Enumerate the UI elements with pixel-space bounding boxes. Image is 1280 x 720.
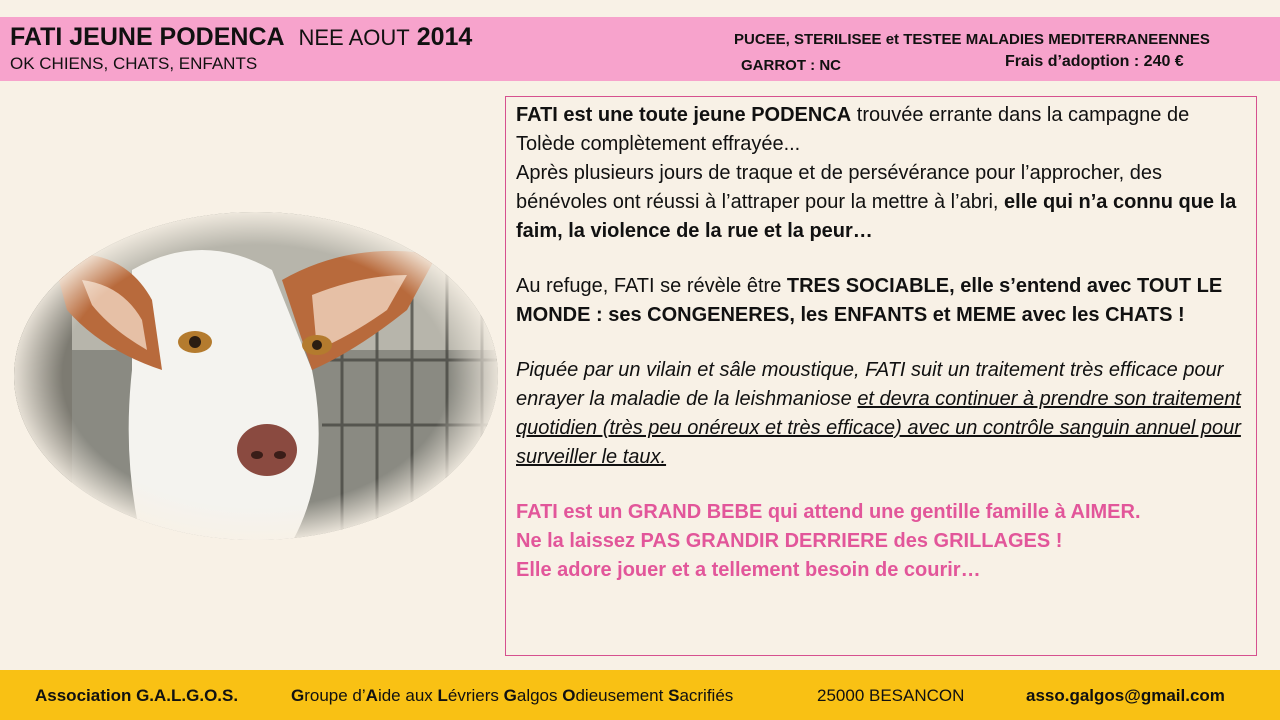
rescue-text: Après plusieurs jours de traque et de persévérance pour l’approcher, des bénévoles ont réussi à l’attraper pour la mettre à l’abri,	[516, 162, 1162, 213]
dog-photo-illustration	[12, 210, 500, 542]
appeal-line-2: Ne la laissez PAS GRANDIR DERRIERE des GRILLAGES !	[516, 530, 1063, 552]
initial-letter: L	[437, 686, 448, 705]
medical-status: PUCEE, STERILISEE et TESTEE MALADIES MEDITERRANEENNES	[734, 31, 1210, 48]
header-banner	[0, 17, 1280, 81]
treatment-paragraph	[516, 356, 1248, 472]
rescue-bold: elle qui n’a connu que la faim, la violence de la rue et la peur…	[516, 191, 1237, 242]
dog-name: FATI JEUNE PODENCA	[10, 23, 285, 51]
rescue-paragraph	[516, 159, 1248, 246]
dog-photo	[12, 210, 500, 542]
sociable-text: Au refuge, FATI se révèle être	[516, 275, 787, 297]
birth-year: 2014	[416, 23, 473, 51]
association-full-name	[291, 686, 733, 706]
initial-letter: G	[503, 686, 517, 705]
dog-title	[10, 23, 472, 52]
name-part: algos	[516, 686, 563, 705]
contact-email[interactable]: asso.galgos@gmail.com	[1026, 686, 1225, 705]
sociable-bold: TRES SOCIABLE, elle s’entend avec TOUT LE MONDE : ses CONGENERES, les ENFANTS et MEME avec les CHATS !	[516, 275, 1223, 326]
initial-letter: G	[291, 686, 305, 705]
intro-paragraph	[516, 101, 1248, 159]
appeal-line-1: FATI est un GRAND BEBE qui attend une gentille famille à AIMER.	[516, 501, 1141, 523]
garrot-height: GARROT : NC	[741, 57, 841, 74]
association-city: 25000 BESANCON	[817, 686, 965, 705]
name-part: dieusement	[575, 686, 669, 705]
initial-letter: S	[668, 686, 680, 705]
name-part: évriers	[447, 686, 504, 705]
initial-letter: A	[365, 686, 378, 705]
initial-letter: O	[562, 686, 576, 705]
intro-bold: FATI est une toute jeune PODENCA	[516, 104, 852, 126]
association-name: Association G.A.L.G.O.S.	[35, 686, 239, 705]
treatment-text: Piquée par un vilain et sâle moustique, FATI suit un traitement très efficace pour enrayer la maladie de la leishmaniose	[516, 359, 1224, 410]
header-left	[10, 23, 472, 74]
sociable-paragraph	[516, 272, 1248, 330]
intro-text: trouvée errante dans la campagne de Tolède complètement effrayée...	[516, 104, 1190, 155]
adoption-fee: Frais d’adoption : 240 €	[1005, 53, 1184, 70]
name-part: roupe d’	[304, 686, 366, 705]
appeal-line-3: Elle adore jouer et a tellement besoin de courir…	[516, 559, 981, 581]
birth-label: NEE AOUT	[298, 25, 410, 50]
compatibility-text: OK CHIENS, CHATS, ENFANTS	[10, 54, 258, 73]
name-part: acrifiés	[679, 686, 734, 705]
treatment-underlined: et devra continuer à prendre son traitement quotidien (très peu onéreux et très efficace) avec un contrôle sanguin annuel pour surveiller le taux.	[516, 388, 1241, 468]
footer-banner	[0, 670, 1280, 720]
description-box	[505, 96, 1257, 656]
name-part: ide aux	[377, 686, 438, 705]
